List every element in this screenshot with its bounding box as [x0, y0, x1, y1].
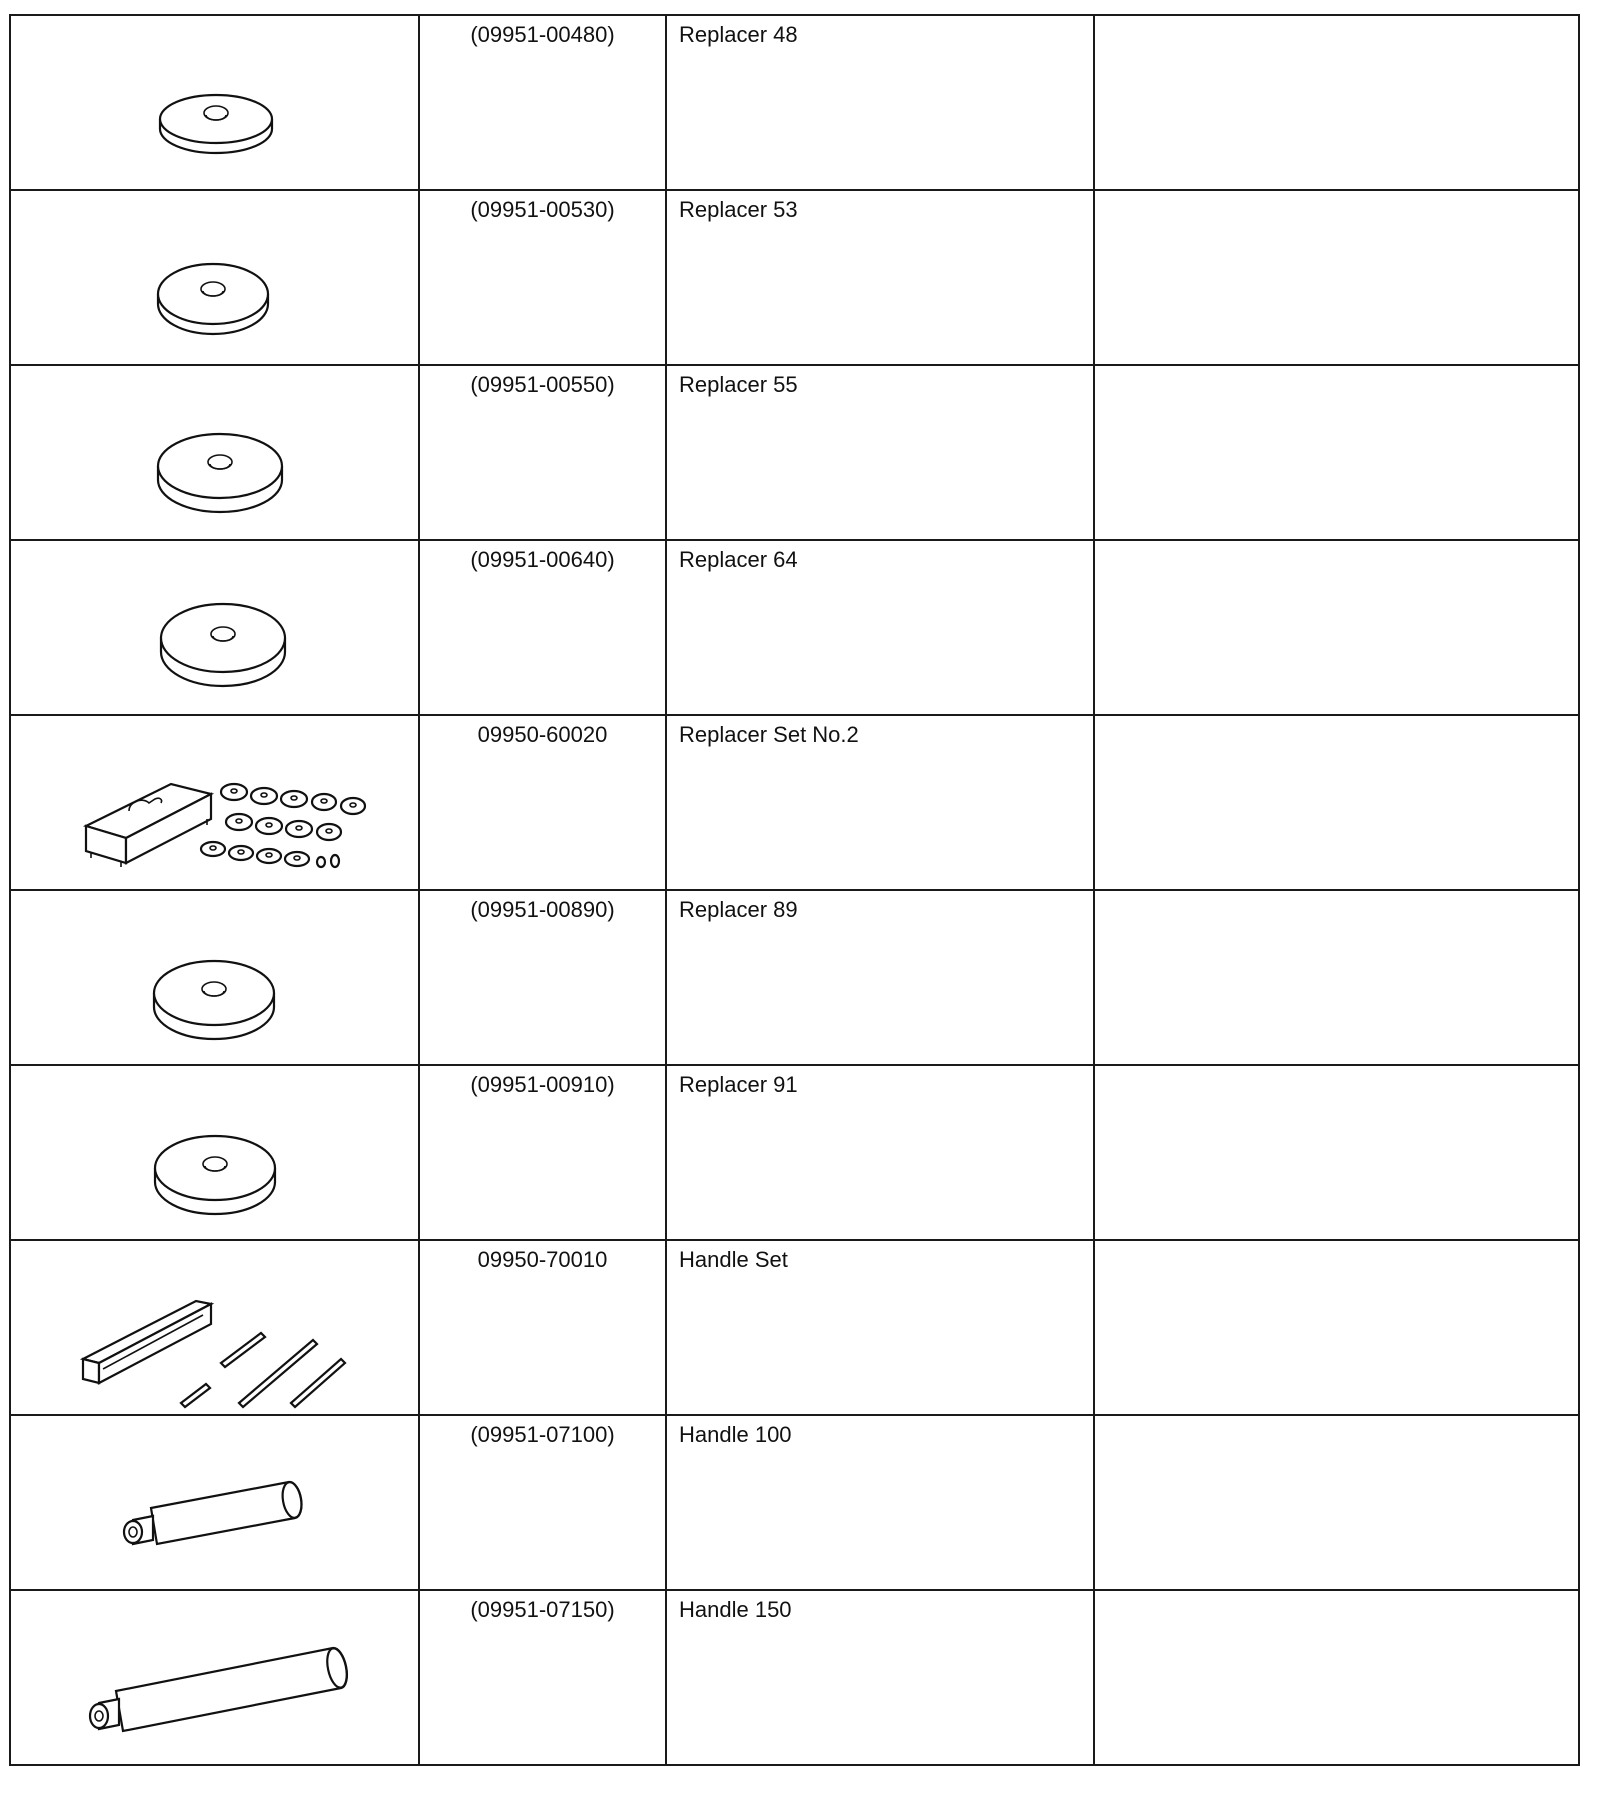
part-number-cell [419, 715, 666, 890]
note-cell [1094, 540, 1579, 715]
tool-name-cell [666, 365, 1094, 540]
tool-name: Handle 100 [679, 1422, 792, 1447]
note-cell [1094, 1415, 1579, 1590]
part-number: (09951-00550) [470, 372, 615, 397]
table-row [10, 1240, 1579, 1415]
part-number: (09951-00530) [470, 197, 615, 222]
part-number-cell [419, 890, 666, 1065]
tool-name: Handle 150 [679, 1597, 792, 1622]
table-row [10, 190, 1579, 365]
part-number-cell [419, 15, 666, 190]
table-row [10, 1065, 1579, 1240]
illustration-cell [10, 1590, 419, 1765]
tool-name: Replacer 53 [679, 197, 798, 222]
part-number: (09951-00890) [470, 897, 615, 922]
table-row [10, 15, 1579, 190]
handle-long-icon [11, 1591, 420, 1766]
handle-set-icon [11, 1241, 420, 1416]
tool-name-cell [666, 190, 1094, 365]
part-number: (09951-07150) [470, 1597, 615, 1622]
part-number-cell [419, 365, 666, 540]
part-number: 09950-70010 [477, 1247, 608, 1272]
handle-icon [11, 1416, 420, 1591]
tool-name-cell [666, 1065, 1094, 1240]
illustration-cell [10, 365, 419, 540]
part-number-cell [419, 190, 666, 365]
part-number-cell [419, 1415, 666, 1590]
replacer-disc-icon [11, 366, 420, 541]
note-cell [1094, 1240, 1579, 1415]
tool-name-cell [666, 540, 1094, 715]
tool-name: Handle Set [679, 1247, 788, 1272]
tool-name-cell [666, 890, 1094, 1065]
part-number: (09951-00640) [470, 547, 615, 572]
table-row [10, 1415, 1579, 1590]
tool-name: Replacer 55 [679, 372, 798, 397]
tool-name: Replacer 64 [679, 547, 798, 572]
part-number: 09950-60020 [477, 722, 608, 747]
illustration-cell [10, 540, 419, 715]
note-cell [1094, 190, 1579, 365]
replacer-disc-icon [11, 891, 420, 1066]
tool-name-cell [666, 1240, 1094, 1415]
part-number-cell [419, 1240, 666, 1415]
part-number: (09951-00480) [470, 22, 615, 47]
note-cell [1094, 15, 1579, 190]
part-number-cell [419, 1065, 666, 1240]
illustration-cell [10, 890, 419, 1065]
note-cell [1094, 1065, 1579, 1240]
replacer-set-icon [11, 716, 420, 891]
tool-name: Replacer 91 [679, 1072, 798, 1097]
replacer-disc-icon [11, 541, 420, 716]
note-cell [1094, 1590, 1579, 1765]
part-number: (09951-00910) [470, 1072, 615, 1097]
table-row [10, 715, 1579, 890]
tool-name: Replacer Set No.2 [679, 722, 859, 747]
tool-name-cell [666, 15, 1094, 190]
table-row [10, 1590, 1579, 1765]
tool-name-cell [666, 715, 1094, 890]
illustration-cell [10, 1065, 419, 1240]
illustration-cell [10, 190, 419, 365]
tool-name: Replacer 89 [679, 897, 798, 922]
note-cell [1094, 715, 1579, 890]
tool-name: Replacer 48 [679, 22, 798, 47]
note-cell [1094, 365, 1579, 540]
tool-name-cell [666, 1415, 1094, 1590]
table-row [10, 365, 1579, 540]
part-number-cell [419, 1590, 666, 1765]
special-tools-table [9, 14, 1580, 1766]
illustration-cell [10, 1240, 419, 1415]
illustration-cell [10, 15, 419, 190]
illustration-cell [10, 1415, 419, 1590]
note-cell [1094, 890, 1579, 1065]
tool-name-cell [666, 1590, 1094, 1765]
illustration-cell [10, 715, 419, 890]
part-number: (09951-07100) [470, 1422, 615, 1447]
replacer-disc-icon [11, 191, 420, 366]
part-number-cell [419, 540, 666, 715]
table-row [10, 540, 1579, 715]
table-row [10, 890, 1579, 1065]
replacer-disc-icon [11, 1066, 420, 1241]
replacer-disc-icon [11, 16, 420, 191]
